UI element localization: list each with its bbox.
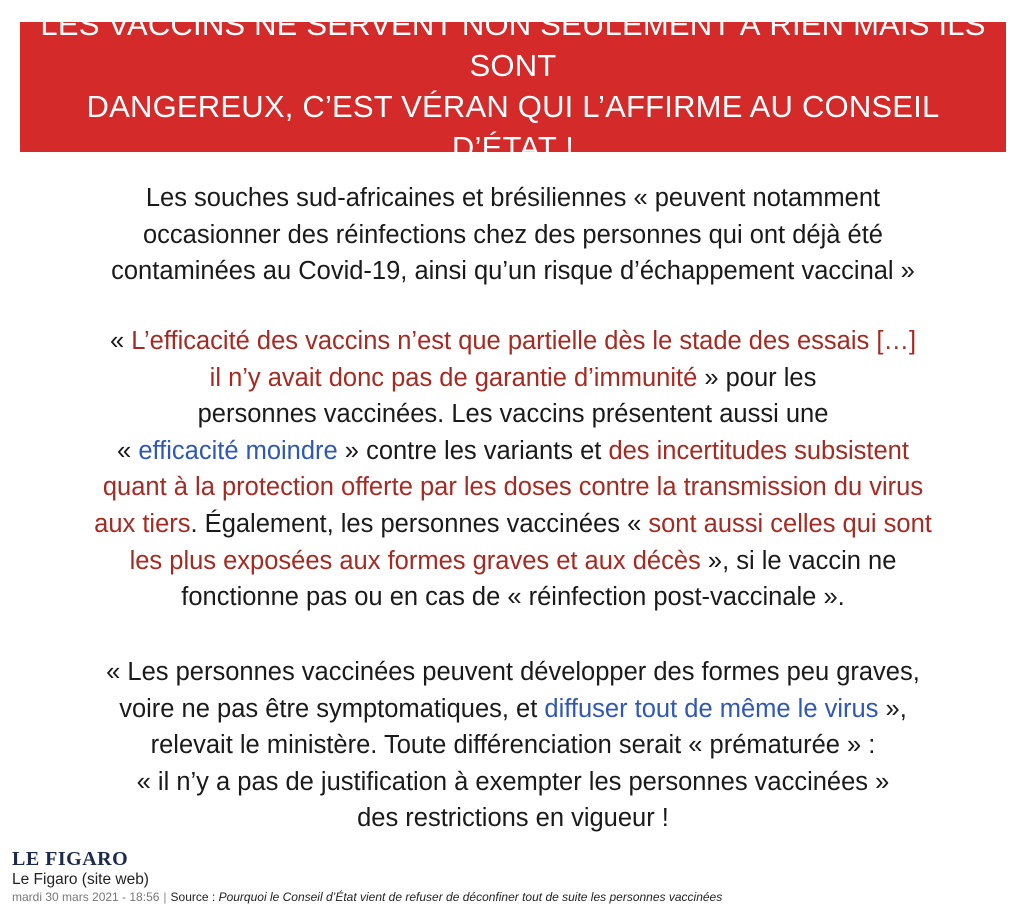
p2-l7-rest: », si le vaccin ne xyxy=(700,546,897,575)
p2-l4-open: « xyxy=(117,436,139,465)
p1-line-3: contaminées au Covid-19, ainsi qu’un risque d’échappement vaccinal » xyxy=(111,257,915,286)
headline-line-1: LES VACCINS NE SERVENT NON SEULEMENT À RIEN MAIS ILS SONT xyxy=(40,7,986,84)
p2-l4-blue-highlight: efficacité moindre xyxy=(138,436,338,465)
headline-banner xyxy=(20,7,1006,165)
p2-l8: fonctionne pas ou en cas de « réinfection post-vaccinale ». xyxy=(181,583,845,612)
source-footer xyxy=(12,848,1012,905)
p2-l1-red-highlight: L’efficacité des vaccins n’est que partielle dès le stade des essais […] xyxy=(131,327,917,355)
p2-l2-red-highlight: il n’y avait donc pas de garantie d’immunité xyxy=(209,363,698,392)
p2-l4-mid: » contre les variants et xyxy=(337,436,609,465)
quote-paragraph-variants xyxy=(30,180,996,290)
quote-paragraph-transmission xyxy=(30,654,996,837)
source-label: Source : xyxy=(170,890,219,904)
le-figaro-logo: LE FIGARO xyxy=(12,848,129,870)
p2-l6-red-highlight-2: sont aussi celles qui sont xyxy=(648,509,932,538)
p3-l2-blue-highlight: diffuser tout de même le virus xyxy=(544,694,879,723)
source-article-title: Pourquoi le Conseil d’État vient de refuser de déconfiner tout de suite les personnes vaccinées xyxy=(218,890,723,904)
p3-l4: « il n’y a pas de justification à exempter les personnes vaccinées » xyxy=(136,767,890,796)
headline-line-2: DANGEREUX, C’EST VÉRAN QUI L’AFFIRME AU CONSEIL D’ÉTAT ! xyxy=(86,89,940,165)
p3-l1: « Les personnes vaccinées peuvent développer des formes peu graves, xyxy=(106,658,920,686)
headline-title xyxy=(40,5,986,169)
p2-l6-red-highlight: aux tiers xyxy=(94,509,191,538)
p2-l4-red-highlight: des incertitudes subsistent xyxy=(608,436,909,465)
p2-l5-red-highlight: quant à la protection offerte par les doses contre la transmission du virus xyxy=(102,473,924,502)
p1-line-2: occasionner des réinfections chez des personnes qui ont déjà été xyxy=(143,220,883,249)
p2-l3: personnes vaccinées. Les vaccins présentent aussi une xyxy=(197,400,829,429)
quote-paragraph-efficacy xyxy=(30,323,996,616)
p2-l7-red-highlight: les plus exposées aux formes graves et aux décès xyxy=(129,546,701,575)
p3-l3: relevait le ministère. Toute différenciation serait « prématurée » : xyxy=(150,731,876,760)
publication-name: Le Figaro (site web) xyxy=(12,871,149,888)
p1-line-1: Les souches sud-africaines et brésiliennes « peuvent notamment xyxy=(145,184,881,212)
p2-l6-mid: . Également, les personnes vaccinées « xyxy=(190,509,649,538)
p3-l2-end: », xyxy=(878,694,907,723)
meta-separator: | xyxy=(163,890,167,904)
p3-l2-start: voire ne pas être symptomatiques, et xyxy=(119,694,545,723)
p2-l2-rest: » pour les xyxy=(697,363,817,392)
p2-l1-open: « xyxy=(109,327,132,355)
publication-date: mardi 30 mars 2021 - 18:56 xyxy=(12,890,160,904)
article-meta xyxy=(12,889,1012,905)
p3-l5: des restrictions en vigueur ! xyxy=(357,804,669,833)
